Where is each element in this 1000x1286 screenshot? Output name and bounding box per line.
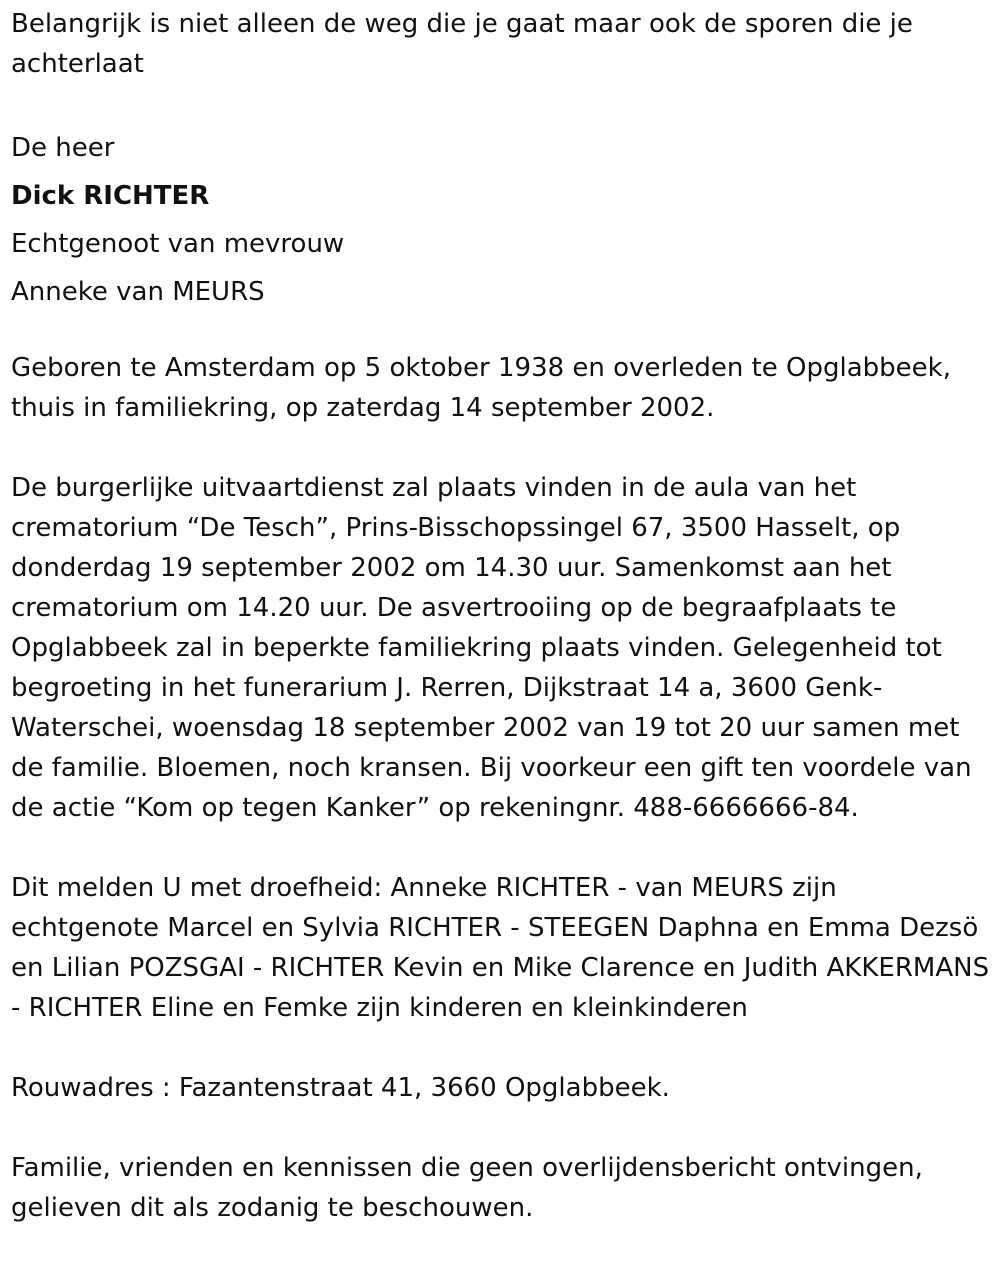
spacer bbox=[11, 316, 990, 348]
spacer bbox=[11, 828, 990, 868]
family-announcement: Dit melden U met droefheid: Anneke RICHTER - van MEURS zijn echtgenote Marcel en Sylvia RICHTER - STEEGEN Daphna en Emma Dezsö en Lilian POZSGAI - RICHTER Kevin en Mike Clarence en Judith AKKERMANS - RICHTER Eline en Femke zijn kinderen en kleinkinderen bbox=[11, 873, 990, 1023]
deceased-announcement bbox=[11, 124, 990, 316]
spacer bbox=[11, 428, 990, 468]
spacer bbox=[11, 1028, 990, 1068]
spouse-relation: Echtgenoot van mevrouw bbox=[11, 229, 345, 259]
closing-note: Familie, vrienden en kennissen die geen overlijdensbericht ontvingen, gelieven dit als zodanig te beschouwen. bbox=[11, 1153, 923, 1223]
spouse-name: Anneke van MEURS bbox=[11, 277, 265, 307]
mourning-address: Rouwadres : Fazantenstraat 41, 3660 Opglabbeek. bbox=[11, 1073, 670, 1103]
spacer bbox=[11, 84, 990, 124]
deceased-name: Dick RICHTER bbox=[11, 181, 210, 211]
honorific: De heer bbox=[11, 133, 115, 163]
spacer bbox=[11, 1108, 990, 1148]
funeral-service-details: De burgerlijke uitvaartdienst zal plaats vinden in de aula van het crematorium “De Tesch”, Prins-Bisschopssingel 67, 3500 Hasselt, op donderdag 19 september 2002 om 14.30 uur. Samenkomst aan het crematorium om 14.20 uur. De asvertrooiing op de begraafplaats te Opglabbeek zal in beperkte familiekring plaats vinden. Gelegenheid tot begroeting in het funerarium J. Rerren, Dijkstraat 14 a, 3600 Genk-Waterschei, woensdag 18 september 2002 van 19 tot 20 uur samen met de familie. Bloemen, noch kransen. Bij voorkeur een gift ten voordele van de actie “Kom op tegen Kanker” op rekeningnr. 488-6666666-84. bbox=[11, 473, 972, 823]
opening-quote: Belangrijk is niet alleen de weg die je gaat maar ook de sporen die je achterlaat bbox=[11, 9, 913, 79]
birth-death-details: Geboren te Amsterdam op 5 oktober 1938 en overleden te Opglabbeek, thuis in familiekring, op zaterdag 14 september 2002. bbox=[11, 353, 951, 423]
